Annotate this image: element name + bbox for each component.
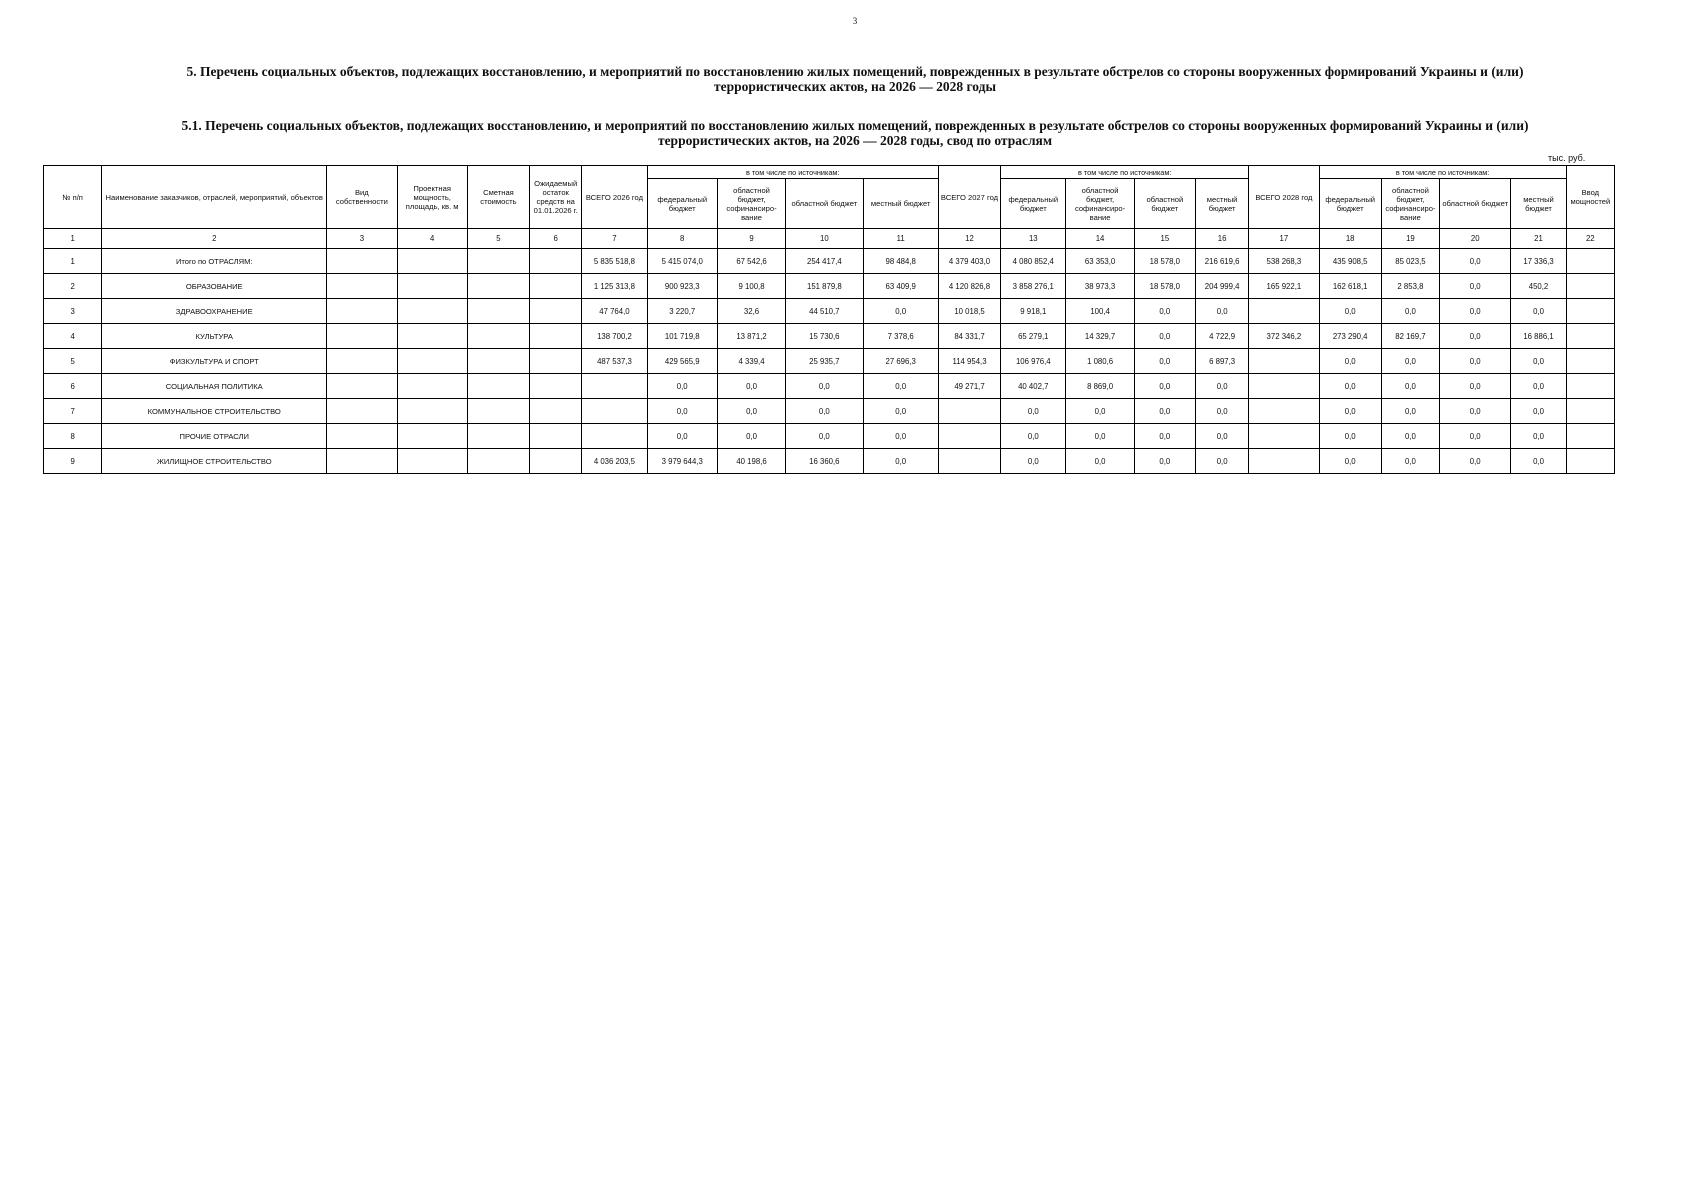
value-cell: 106 976,4 bbox=[1001, 349, 1066, 374]
value-cell: 5 415 074,0 bbox=[647, 249, 717, 274]
value-cell: 0,0 bbox=[1440, 424, 1511, 449]
column-number: 10 bbox=[786, 229, 863, 249]
value-cell: 6 897,3 bbox=[1195, 349, 1248, 374]
row-number-cell: 6 bbox=[44, 374, 102, 399]
value-cell bbox=[1566, 424, 1614, 449]
header-regional-2028: областной бюджет bbox=[1440, 179, 1511, 229]
value-cell: 84 331,7 bbox=[938, 324, 1000, 349]
value-cell bbox=[397, 399, 467, 424]
value-cell bbox=[397, 374, 467, 399]
value-cell: 0,0 bbox=[1195, 424, 1248, 449]
value-cell: 0,0 bbox=[1066, 424, 1134, 449]
row-number-cell: 9 bbox=[44, 449, 102, 474]
value-cell: 0,0 bbox=[1511, 424, 1566, 449]
table-row bbox=[44, 424, 1615, 449]
value-cell bbox=[1566, 274, 1614, 299]
column-number: 6 bbox=[530, 229, 582, 249]
column-number: 15 bbox=[1134, 229, 1195, 249]
page-number: 3 bbox=[852, 16, 858, 26]
value-cell: 0,0 bbox=[1066, 399, 1134, 424]
value-cell: 0,0 bbox=[1195, 449, 1248, 474]
value-cell bbox=[1566, 249, 1614, 274]
value-cell: 15 730,6 bbox=[786, 324, 863, 349]
value-cell: 85 023,5 bbox=[1381, 249, 1439, 274]
value-cell: 4 080 852,4 bbox=[1001, 249, 1066, 274]
column-number: 2 bbox=[102, 229, 327, 249]
value-cell bbox=[1566, 324, 1614, 349]
value-cell: 13 871,2 bbox=[717, 324, 785, 349]
header-regional-cofin-2026: областной бюджет, софинансиро-вание bbox=[717, 179, 785, 229]
value-cell: 0,0 bbox=[1001, 399, 1066, 424]
value-cell: 32,6 bbox=[717, 299, 785, 324]
column-number: 20 bbox=[1440, 229, 1511, 249]
value-cell: 0,0 bbox=[1381, 374, 1439, 399]
value-cell bbox=[327, 349, 397, 374]
value-cell: 0,0 bbox=[1440, 399, 1511, 424]
value-cell bbox=[582, 399, 647, 424]
value-cell: 114 954,3 bbox=[938, 349, 1000, 374]
column-number: 1 bbox=[44, 229, 102, 249]
value-cell: 0,0 bbox=[786, 374, 863, 399]
table-row bbox=[44, 274, 1615, 299]
value-cell: 44 510,7 bbox=[786, 299, 863, 324]
value-cell: 372 346,2 bbox=[1249, 324, 1319, 349]
header-name: Наименование заказчиков, отраслей, мероприятий, объектов bbox=[102, 166, 327, 229]
value-cell: 63 409,9 bbox=[863, 274, 938, 299]
value-cell: 0,0 bbox=[717, 399, 785, 424]
value-cell: 216 619,6 bbox=[1195, 249, 1248, 274]
column-number: 22 bbox=[1566, 229, 1614, 249]
column-number: 17 bbox=[1249, 229, 1319, 249]
value-cell: 538 268,3 bbox=[1249, 249, 1319, 274]
value-cell bbox=[397, 424, 467, 449]
value-cell: 0,0 bbox=[647, 424, 717, 449]
value-cell: 0,0 bbox=[717, 374, 785, 399]
value-cell: 0,0 bbox=[1195, 399, 1248, 424]
value-cell bbox=[582, 424, 647, 449]
column-number: 7 bbox=[582, 229, 647, 249]
value-cell: 0,0 bbox=[647, 399, 717, 424]
value-cell: 4 120 826,8 bbox=[938, 274, 1000, 299]
value-cell bbox=[530, 274, 582, 299]
value-cell: 0,0 bbox=[1134, 349, 1195, 374]
value-cell: 4 339,4 bbox=[717, 349, 785, 374]
value-cell: 0,0 bbox=[1440, 324, 1511, 349]
value-cell bbox=[467, 274, 529, 299]
value-cell: 162 618,1 bbox=[1319, 274, 1381, 299]
value-cell: 0,0 bbox=[1195, 374, 1248, 399]
value-cell: 17 336,3 bbox=[1511, 249, 1566, 274]
value-cell: 49 271,7 bbox=[938, 374, 1000, 399]
value-cell bbox=[530, 299, 582, 324]
value-cell: 0,0 bbox=[1440, 374, 1511, 399]
column-number: 3 bbox=[327, 229, 397, 249]
value-cell: 0,0 bbox=[863, 424, 938, 449]
header-local-2026: местный бюджет bbox=[863, 179, 938, 229]
row-number-cell: 7 bbox=[44, 399, 102, 424]
value-cell: 0,0 bbox=[1319, 349, 1381, 374]
value-cell: 65 279,1 bbox=[1001, 324, 1066, 349]
table-row bbox=[44, 324, 1615, 349]
table-body bbox=[44, 249, 1615, 474]
row-name-cell: КУЛЬТУРА bbox=[102, 324, 327, 349]
value-cell bbox=[397, 449, 467, 474]
column-number: 9 bbox=[717, 229, 785, 249]
value-cell: 98 484,8 bbox=[863, 249, 938, 274]
header-ownership: Вид собственности bbox=[327, 166, 397, 229]
column-number: 13 bbox=[1001, 229, 1066, 249]
value-cell bbox=[467, 249, 529, 274]
value-cell: 0,0 bbox=[1001, 449, 1066, 474]
value-cell bbox=[530, 374, 582, 399]
value-cell: 900 923,3 bbox=[647, 274, 717, 299]
value-cell: 0,0 bbox=[1134, 449, 1195, 474]
header-commissioning: Ввод мощностей bbox=[1566, 166, 1614, 229]
value-cell: 151 879,8 bbox=[786, 274, 863, 299]
row-name-cell: ОБРАЗОВАНИЕ bbox=[102, 274, 327, 299]
header-federal-2027: федеральный бюджет bbox=[1001, 179, 1066, 229]
row-name-cell: Итого по ОТРАСЛЯМ: bbox=[102, 249, 327, 274]
value-cell bbox=[327, 424, 397, 449]
value-cell bbox=[467, 449, 529, 474]
value-cell: 429 565,9 bbox=[647, 349, 717, 374]
value-cell: 0,0 bbox=[1440, 449, 1511, 474]
row-name-cell: ФИЗКУЛЬТУРА И СПОРТ bbox=[102, 349, 327, 374]
row-number-cell: 8 bbox=[44, 424, 102, 449]
table-row bbox=[44, 374, 1615, 399]
value-cell bbox=[582, 374, 647, 399]
column-number: 18 bbox=[1319, 229, 1381, 249]
column-number: 21 bbox=[1511, 229, 1566, 249]
header-total-2028: ВСЕГО 2028 год bbox=[1249, 166, 1319, 229]
value-cell: 0,0 bbox=[1511, 374, 1566, 399]
value-cell: 1 125 313,8 bbox=[582, 274, 647, 299]
value-cell: 38 973,3 bbox=[1066, 274, 1134, 299]
table-row bbox=[44, 249, 1615, 274]
value-cell: 0,0 bbox=[1381, 349, 1439, 374]
column-number: 12 bbox=[938, 229, 1000, 249]
value-cell: 0,0 bbox=[1134, 424, 1195, 449]
column-number: 11 bbox=[863, 229, 938, 249]
value-cell bbox=[397, 349, 467, 374]
row-name-cell: ПРОЧИЕ ОТРАСЛИ bbox=[102, 424, 327, 449]
value-cell: 138 700,2 bbox=[582, 324, 647, 349]
value-cell: 0,0 bbox=[1440, 274, 1511, 299]
value-cell: 0,0 bbox=[717, 424, 785, 449]
value-cell bbox=[397, 274, 467, 299]
value-cell: 10 018,5 bbox=[938, 299, 1000, 324]
table-row bbox=[44, 449, 1615, 474]
header-federal-2028: федеральный бюджет bbox=[1319, 179, 1381, 229]
header-local-2027: местный бюджет bbox=[1195, 179, 1248, 229]
column-number: 8 bbox=[647, 229, 717, 249]
row-number-cell: 4 bbox=[44, 324, 102, 349]
value-cell: 8 869,0 bbox=[1066, 374, 1134, 399]
summary-table bbox=[43, 165, 1615, 474]
main-title: 5. Перечень социальных объектов, подлежащих восстановлению, и мероприятий по восстановлению жилых помещений, поврежденных в результате обстрелов со стороны вооруженных формирований Украины и (или) террористических актов, на 2026 — 2028 годы bbox=[186, 64, 1524, 94]
value-cell: 5 835 518,8 bbox=[582, 249, 647, 274]
row-number-cell: 3 bbox=[44, 299, 102, 324]
value-cell: 9 100,8 bbox=[717, 274, 785, 299]
value-cell: 0,0 bbox=[786, 424, 863, 449]
header-regional-2026: областной бюджет bbox=[786, 179, 863, 229]
value-cell bbox=[467, 424, 529, 449]
header-regional-cofin-2027: областной бюджет, софинансиро-вание bbox=[1066, 179, 1134, 229]
value-cell bbox=[1249, 299, 1319, 324]
value-cell: 165 922,1 bbox=[1249, 274, 1319, 299]
value-cell: 0,0 bbox=[863, 399, 938, 424]
header-sources-2027: в том числе по источникам: bbox=[1001, 166, 1249, 179]
value-cell bbox=[530, 249, 582, 274]
value-cell: 435 908,5 bbox=[1319, 249, 1381, 274]
value-cell: 0,0 bbox=[1195, 299, 1248, 324]
value-cell: 254 417,4 bbox=[786, 249, 863, 274]
value-cell: 0,0 bbox=[1440, 299, 1511, 324]
value-cell: 16 886,1 bbox=[1511, 324, 1566, 349]
column-number-row bbox=[44, 229, 1615, 249]
unit-label: тыс. руб. bbox=[1548, 153, 1586, 163]
value-cell bbox=[467, 299, 529, 324]
value-cell bbox=[938, 449, 1000, 474]
value-cell: 101 719,8 bbox=[647, 324, 717, 349]
value-cell: 25 935,7 bbox=[786, 349, 863, 374]
header-sources-2026: в том числе по источникам: bbox=[647, 166, 938, 179]
value-cell: 273 290,4 bbox=[1319, 324, 1381, 349]
value-cell bbox=[467, 399, 529, 424]
value-cell: 0,0 bbox=[1511, 449, 1566, 474]
header-total-2026: ВСЕГО 2026 год bbox=[582, 166, 647, 229]
table-row bbox=[44, 399, 1615, 424]
column-number: 4 bbox=[397, 229, 467, 249]
value-cell: 204 999,4 bbox=[1195, 274, 1248, 299]
value-cell bbox=[327, 299, 397, 324]
value-cell: 0,0 bbox=[786, 399, 863, 424]
value-cell: 63 353,0 bbox=[1066, 249, 1134, 274]
value-cell bbox=[467, 374, 529, 399]
value-cell: 7 378,6 bbox=[863, 324, 938, 349]
value-cell bbox=[327, 324, 397, 349]
value-cell bbox=[530, 399, 582, 424]
value-cell: 4 036 203,5 bbox=[582, 449, 647, 474]
header-federal-2026: федеральный бюджет bbox=[647, 179, 717, 229]
row-number-cell: 5 bbox=[44, 349, 102, 374]
value-cell: 0,0 bbox=[1381, 424, 1439, 449]
value-cell bbox=[530, 449, 582, 474]
table-row bbox=[44, 299, 1615, 324]
value-cell: 0,0 bbox=[1319, 374, 1381, 399]
value-cell bbox=[530, 349, 582, 374]
value-cell: 0,0 bbox=[1440, 249, 1511, 274]
value-cell bbox=[1566, 449, 1614, 474]
header-regional-cofin-2028: областной бюджет, софинансиро-вание bbox=[1381, 179, 1439, 229]
value-cell: 0,0 bbox=[1134, 324, 1195, 349]
row-number-cell: 2 bbox=[44, 274, 102, 299]
value-cell bbox=[327, 449, 397, 474]
value-cell: 2 853,8 bbox=[1381, 274, 1439, 299]
value-cell bbox=[397, 249, 467, 274]
value-cell bbox=[530, 324, 582, 349]
value-cell bbox=[938, 399, 1000, 424]
value-cell: 0,0 bbox=[647, 374, 717, 399]
value-cell: 82 169,7 bbox=[1381, 324, 1439, 349]
value-cell bbox=[1566, 349, 1614, 374]
value-cell bbox=[397, 299, 467, 324]
value-cell: 18 578,0 bbox=[1134, 274, 1195, 299]
value-cell: 100,4 bbox=[1066, 299, 1134, 324]
value-cell: 3 858 276,1 bbox=[1001, 274, 1066, 299]
row-name-cell: ЗДРАВООХРАНЕНИЕ bbox=[102, 299, 327, 324]
value-cell: 1 080,6 bbox=[1066, 349, 1134, 374]
value-cell bbox=[467, 349, 529, 374]
value-cell: 9 918,1 bbox=[1001, 299, 1066, 324]
value-cell: 40 198,6 bbox=[717, 449, 785, 474]
value-cell bbox=[530, 424, 582, 449]
column-number: 16 bbox=[1195, 229, 1248, 249]
value-cell bbox=[1249, 374, 1319, 399]
value-cell: 0,0 bbox=[1381, 399, 1439, 424]
value-cell: 0,0 bbox=[1511, 299, 1566, 324]
value-cell: 14 329,7 bbox=[1066, 324, 1134, 349]
header-regional-2027: областной бюджет bbox=[1134, 179, 1195, 229]
value-cell bbox=[327, 399, 397, 424]
value-cell: 0,0 bbox=[1319, 424, 1381, 449]
value-cell: 0,0 bbox=[1511, 349, 1566, 374]
value-cell bbox=[1566, 299, 1614, 324]
value-cell: 3 220,7 bbox=[647, 299, 717, 324]
value-cell: 0,0 bbox=[1440, 349, 1511, 374]
value-cell: 0,0 bbox=[863, 374, 938, 399]
value-cell: 0,0 bbox=[1134, 374, 1195, 399]
value-cell: 0,0 bbox=[1511, 399, 1566, 424]
value-cell bbox=[1249, 399, 1319, 424]
value-cell: 16 360,6 bbox=[786, 449, 863, 474]
value-cell bbox=[327, 274, 397, 299]
value-cell: 0,0 bbox=[1134, 299, 1195, 324]
value-cell bbox=[397, 324, 467, 349]
value-cell: 0,0 bbox=[863, 299, 938, 324]
value-cell bbox=[1249, 449, 1319, 474]
value-cell: 0,0 bbox=[1066, 449, 1134, 474]
value-cell: 4 722,9 bbox=[1195, 324, 1248, 349]
column-number: 5 bbox=[467, 229, 529, 249]
header-sources-2028: в том числе по источникам: bbox=[1319, 166, 1566, 179]
value-cell bbox=[938, 424, 1000, 449]
header-estimate: Сметная стоимость bbox=[467, 166, 529, 229]
value-cell: 0,0 bbox=[1319, 449, 1381, 474]
column-number: 14 bbox=[1066, 229, 1134, 249]
header-balance: Ожидаемый остаток средств на 01.01.2026 г. bbox=[530, 166, 582, 229]
value-cell: 0,0 bbox=[1001, 424, 1066, 449]
header-capacity: Проектная мощность, площадь, кв. м bbox=[397, 166, 467, 229]
subtitle: 5.1. Перечень социальных объектов, подлежащих восстановлению, и мероприятий по восстановлению жилых помещений, поврежденных в результате обстрелов со стороны вооруженных формирований Украины и (или) террористических актов, на 2026 — 2028 годы, свод по отраслям bbox=[181, 118, 1529, 148]
header-total-2027: ВСЕГО 2027 год bbox=[938, 166, 1000, 229]
value-cell: 67 542,6 bbox=[717, 249, 785, 274]
value-cell: 18 578,0 bbox=[1134, 249, 1195, 274]
row-number-cell: 1 bbox=[44, 249, 102, 274]
value-cell: 450,2 bbox=[1511, 274, 1566, 299]
value-cell: 487 537,3 bbox=[582, 349, 647, 374]
value-cell bbox=[327, 249, 397, 274]
column-number: 19 bbox=[1381, 229, 1439, 249]
row-name-cell: КОММУНАЛЬНОЕ СТРОИТЕЛЬСТВО bbox=[102, 399, 327, 424]
value-cell: 0,0 bbox=[1319, 299, 1381, 324]
value-cell: 4 379 403,0 bbox=[938, 249, 1000, 274]
value-cell: 0,0 bbox=[1319, 399, 1381, 424]
value-cell bbox=[1566, 399, 1614, 424]
value-cell: 0,0 bbox=[1381, 449, 1439, 474]
value-cell: 0,0 bbox=[1381, 299, 1439, 324]
header-local-2028: местный бюджет bbox=[1511, 179, 1566, 229]
table-row bbox=[44, 349, 1615, 374]
value-cell: 27 696,3 bbox=[863, 349, 938, 374]
value-cell bbox=[1249, 349, 1319, 374]
row-name-cell: ЖИЛИЩНОЕ СТРОИТЕЛЬСТВО bbox=[102, 449, 327, 474]
header-num: № п/п bbox=[44, 166, 102, 229]
row-name-cell: СОЦИАЛЬНАЯ ПОЛИТИКА bbox=[102, 374, 327, 399]
value-cell bbox=[467, 324, 529, 349]
value-cell bbox=[327, 374, 397, 399]
value-cell: 0,0 bbox=[863, 449, 938, 474]
value-cell: 47 764,0 bbox=[582, 299, 647, 324]
value-cell bbox=[1249, 424, 1319, 449]
value-cell bbox=[1566, 374, 1614, 399]
value-cell: 3 979 644,3 bbox=[647, 449, 717, 474]
value-cell: 40 402,7 bbox=[1001, 374, 1066, 399]
value-cell: 0,0 bbox=[1134, 399, 1195, 424]
